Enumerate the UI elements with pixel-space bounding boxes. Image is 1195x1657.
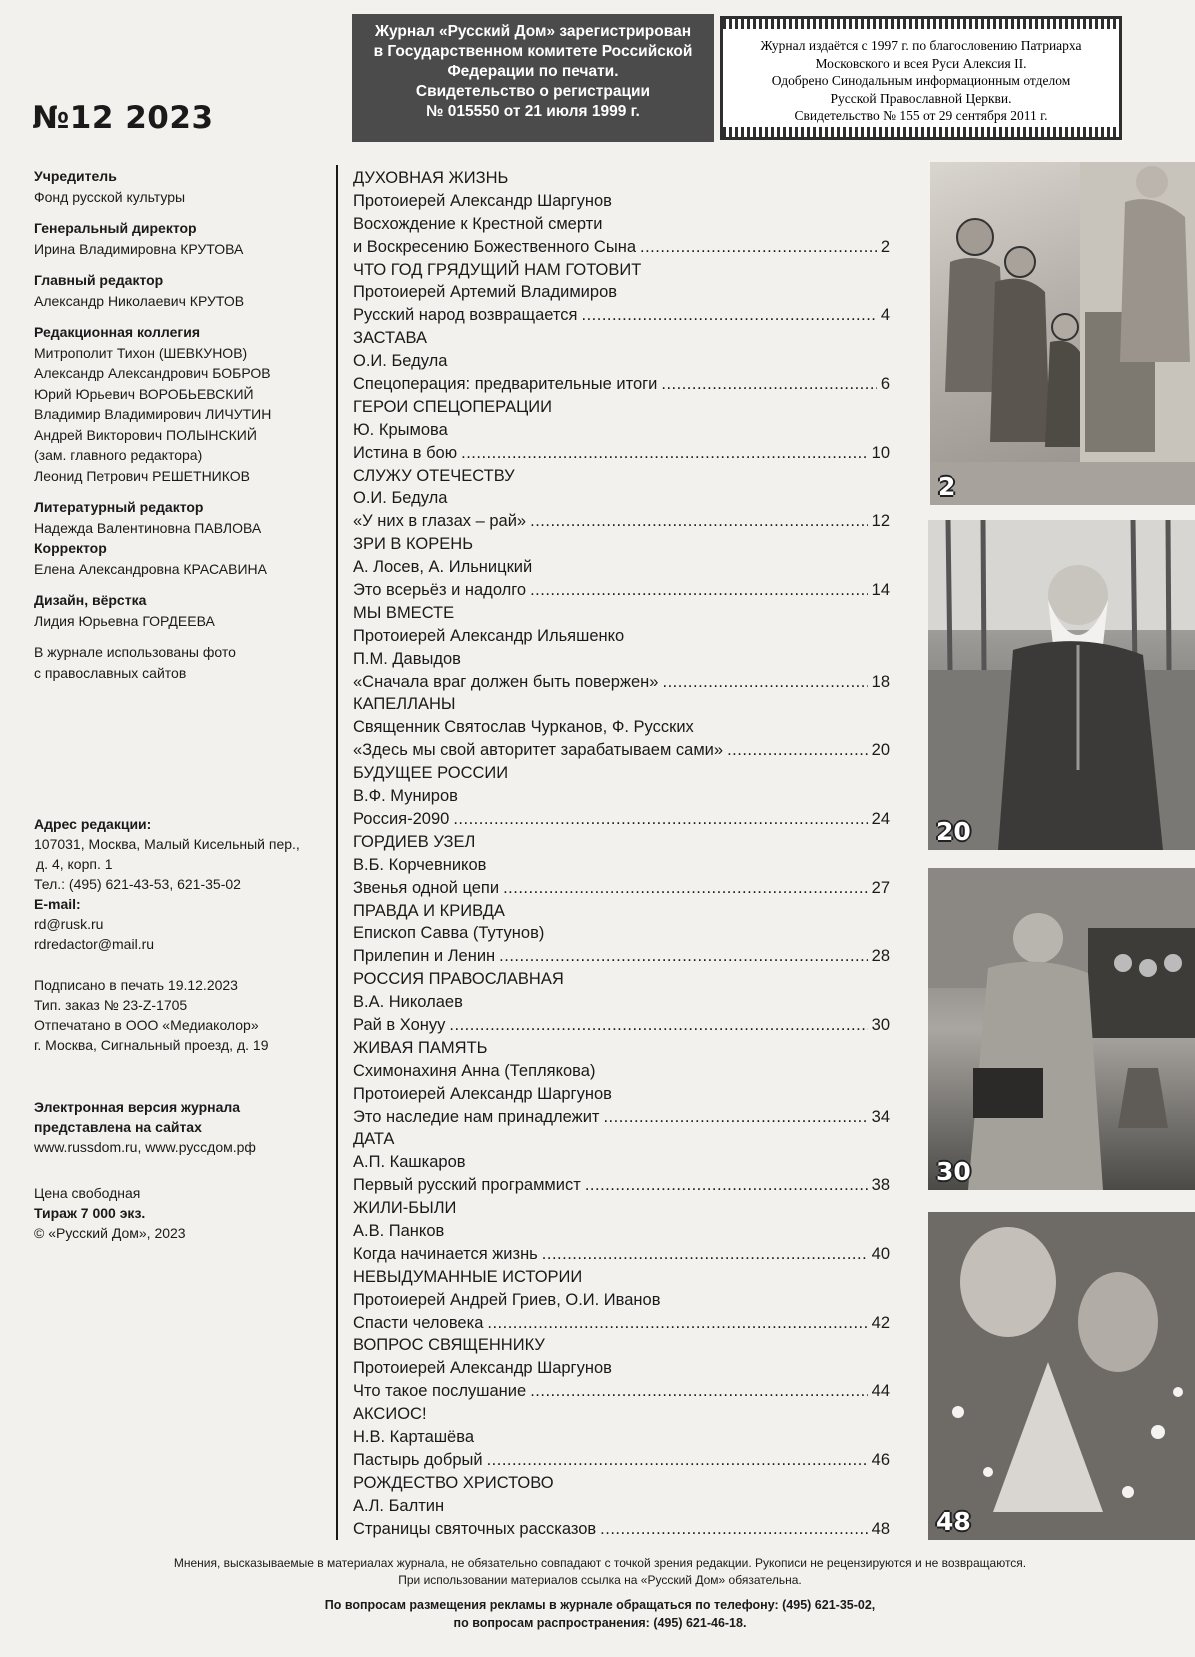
toc-entry[interactable] [353,877,890,900]
masthead-name: Елена Александровна КРАСАВИНА [34,560,267,577]
masthead-name: Александр Николаевич КРУТОВ [34,292,245,309]
toc-page-number: 24 [871,809,890,828]
copyright: © «Русский Дом», 2023 [34,1225,186,1241]
toc-leader-dots [542,1243,868,1266]
toc-leader-dots [603,1106,867,1129]
toc-leader-dots [585,1174,868,1197]
email-label: E-mail: [34,896,81,912]
toc-title: Страницы святочных рассказов [353,1519,597,1538]
toc-page-number: 6 [880,375,890,394]
toc-entry[interactable] [353,1014,890,1037]
masthead-name: Митрополит Тихон (ШЕВКУНОВ) [34,344,248,361]
disclaimer [60,1555,1140,1589]
toc-author: Схимонахиня Анна (Теплякова) [353,1061,596,1080]
toc-leader-dots [503,877,868,900]
photo-page-label: 2 [938,472,956,501]
toc-author: Протоиерей Александр Ильяшенко [353,626,625,645]
registration-line: Свидетельство о регистрации [415,83,651,100]
ornament-band [723,127,1119,137]
ads-line: по вопросам распространения: (495) 621-46-18. [453,1616,747,1630]
toc-author: В.Б. Корчевников [353,855,487,874]
toc-title: Что такое послушание [353,1382,527,1401]
toc-title: Истина в бою [353,443,458,462]
toc-title: Россия-2090 [353,809,450,828]
toc-author: А.В. Панков [353,1221,445,1240]
masthead-name: Ирина Владимировна КРУТОВА [34,240,244,257]
masthead-name: В журнале использованы фото [34,644,236,660]
toc-page-number: 34 [871,1107,890,1126]
toc-section-heading: РОЖДЕСТВО ХРИСТОВО [353,1473,554,1492]
toc-section-heading: БУДУЩЕЕ РОССИИ [353,764,509,783]
blessing-line: Русской Православной Церкви. [830,90,1012,106]
toc-leader-dots [582,304,877,327]
fresco-illustration [930,162,1195,505]
masthead-block [34,322,324,486]
toc-entry[interactable] [353,510,890,533]
photo-icon-fresco [930,162,1195,505]
ebook-label: представлена на сайтах [34,1119,202,1135]
toc-page-number: 40 [871,1244,890,1263]
toc-section-heading: АКСИОС! [353,1405,427,1424]
ads-line: По вопросам размещения рекламы в журнале обращаться по телефону: (495) 621-35-02, [324,1598,876,1612]
toc-page-number: 2 [880,237,890,256]
masthead-role: Главный редактор [34,272,164,288]
photo-priest-portrait [928,520,1195,850]
editorial-address [34,814,334,954]
toc-author: Протоиерей Андрей Гриев, О.И. Иванов [353,1290,661,1309]
masthead-name: Надежда Валентиновна ПАВЛОВА [34,519,262,536]
toc-title: «Здесь мы свой авторитет зарабатываем сами» [353,741,724,760]
toc-title: Это всерьёз и надолго [353,581,527,600]
registration-box [352,14,714,142]
toc-section-heading: ВОПРОС СВЯЩЕННИКУ [353,1336,545,1355]
masthead-block [34,538,324,579]
blessing-line: Журнал издаётся с 1997 г. по благословению Патриарха [760,38,1082,53]
blessing-line: Московского и всея Руси Алексия II. [815,55,1027,71]
masthead-name: Владимир Владимирович ЛИЧУТИН [34,406,272,422]
toc-section-heading: ЧТО ГОД ГРЯДУЩИЙ НАМ ГОТОВИТ [353,260,642,279]
blessing-text [723,37,1119,125]
toc-title: «У них в глазах – рай» [353,512,527,531]
toc-entry[interactable] [353,1449,890,1472]
toc-leader-dots [449,1014,867,1037]
toc-author: П.М. Давыдов [353,649,461,668]
toc-leader-dots [487,1449,868,1472]
masthead-name: Лидия Юрьевна ГОРДЕЕВА [34,612,215,629]
toc-title: Это наследие нам принадлежит [353,1107,600,1126]
service-illustration [928,868,1195,1190]
disclaimer-line: Мнения, высказываемые в материалах журнала, не обязательно совпадают с точкой зрения редакции. Рукописи не рецензируются и не возвращаются. [173,1556,1027,1570]
circulation: Тираж 7 000 экз. [34,1205,146,1221]
toc-author: Епископ Савва (Тутунов) [353,924,545,943]
toc-section-heading: ГЕРОИ СПЕЦОПЕРАЦИИ [353,397,553,416]
toc-leader-dots [661,373,876,396]
print-line: Подписано в печать 19.12.2023 [34,977,238,993]
toc-page-number: 14 [871,581,890,600]
toc-author: А. Лосев, А. Ильницкий [353,558,533,577]
toc-title: «Сначала враг должен быть повержен» [353,672,659,691]
registration-line: Журнал «Русский Дом» зарегистрирован [374,23,692,40]
masthead-role: Дизайн, вёрстка [34,592,147,608]
masthead-role: Учредитель [34,168,117,184]
registration-line: № 015550 от 21 июля 1999 г. [426,103,640,120]
toc-author: Протоиерей Александр Шаргунов [353,191,612,210]
toc-leader-dots [530,579,868,602]
toc-entry[interactable] [353,671,890,694]
toc-author: Н.В. Карташёва [353,1427,474,1446]
toc-title: Русский народ возвращается [353,306,578,325]
toc-entry[interactable] [353,1174,890,1197]
price-text: Цена свободная [34,1185,141,1201]
electronic-version [34,1097,334,1157]
ornament-band [723,19,1119,29]
toc-entry[interactable] [353,236,890,259]
table-of-contents [353,167,890,1540]
toc-title: Пастырь добрый [353,1450,483,1469]
advertising-contacts [120,1596,1080,1632]
masthead-block [34,590,324,631]
toc-leader-dots [530,1380,867,1403]
toc-page-number: 27 [871,878,890,897]
blessing-box [720,16,1122,140]
toc-author: О.И. Бедула [353,489,448,508]
toc-entry[interactable] [353,1106,890,1129]
toc-leader-dots [453,808,867,831]
column-divider [336,165,338,1540]
masthead-role: Корректор [34,540,107,556]
toc-page-number: 42 [871,1313,890,1332]
masthead-role: Редакционная коллегия [34,324,200,340]
masthead-block [34,218,324,259]
toc-section-heading: ЗРИ В КОРЕНЬ [353,535,474,554]
masthead-name: Фонд русской культуры [34,188,186,205]
toc-author: О.И. Бедула [353,352,448,371]
print-line: г. Москва, Сигнальный проезд, д. 19 [34,1037,269,1053]
masthead-role: Литературный редактор [34,499,204,515]
toc-page-number: 30 [871,1015,890,1034]
toc-author: Протоиерей Артемий Владимиров [353,283,618,302]
masthead-block [34,270,324,311]
masthead-role: Генеральный директор [34,220,197,236]
toc-title[interactable]: Восхождение к Крестной смерти [353,214,603,233]
photo-page-label: 30 [936,1157,971,1186]
toc-entry[interactable] [353,579,890,602]
masthead-block [34,166,324,207]
toc-author: А.Л. Балтин [353,1496,445,1515]
masthead-name: Александр Александрович БОБРОВ [34,365,271,381]
toc-entry[interactable] [353,304,890,327]
masthead-block [34,642,324,683]
toc-page-number: 4 [880,306,890,325]
disclaimer-line: При использовании материалов ссылка на «Русский Дом» обязательна. [398,1573,802,1587]
toc-title: Прилепин и Ленин [353,947,496,966]
toc-section-heading: ЗАСТАВА [353,329,427,348]
toc-author: В.А. Николаев [353,993,463,1012]
masthead-name: Андрей Викторович ПОЛЫНСКИЙ [34,426,257,443]
toc-section-heading: ЖИЛИ-БЫЛИ [353,1199,457,1218]
toc-entry[interactable] [353,808,890,831]
registration-line: в Государственном комитете Российской [373,43,693,60]
toc-page-number: 28 [871,947,890,966]
toc-section-heading: ДУХОВНАЯ ЖИЗНЬ [353,169,509,187]
toc-entry[interactable] [353,1243,890,1266]
email-link[interactable]: rd@rusk.ru [34,916,104,932]
toc-section-heading: РОССИЯ ПРАВОСЛАВНАЯ [353,970,564,989]
print-line: Тип. заказ № 23-Z-1705 [34,997,188,1013]
toc-page-number: 18 [871,672,890,691]
christmas-illustration [928,1212,1195,1540]
toc-section-heading: ЖИВАЯ ПАМЯТЬ [353,1038,488,1057]
toc-leader-dots [727,739,868,762]
ebook-sites-link[interactable]: www.russdom.ru, www.руссдом.рф [34,1139,256,1155]
toc-author: В.Ф. Муниров [353,787,458,806]
toc-page-number: 12 [871,512,890,531]
toc-entry[interactable] [353,442,890,465]
toc-section-heading: КАПЕЛЛАНЫ [353,695,456,714]
toc-title: Звенья одной цепи [353,878,500,897]
toc-section-heading: ГОРДИЕВ УЗЕЛ [353,832,476,851]
toc-title: Первый русский программист [353,1176,581,1195]
toc-entry[interactable] [353,739,890,762]
toc-author: Ю. Крымова [353,420,448,439]
toc-section-heading: МЫ ВМЕСТЕ [353,603,455,622]
photo-christmas-icons [928,1212,1195,1540]
toc-page-number: 44 [871,1382,890,1401]
toc-section-heading: ДАТА [353,1130,395,1149]
blessing-line: Одобрено Синодальным информационным отделом [771,73,1071,88]
toc-entry[interactable] [353,373,890,396]
photo-page-label: 48 [936,1507,971,1536]
print-line: Отпечатано в ООО «Медиаколор» [34,1017,259,1033]
toc-page-number: 10 [871,443,890,462]
print-info [34,975,334,1055]
toc-page-number: 20 [871,741,890,760]
masthead-block [34,497,324,538]
toc-page-number: 48 [871,1519,890,1538]
ebook-label: Электронная версия журнала [34,1099,241,1115]
photo-church-service [928,868,1195,1190]
toc-section-heading: НЕВЫДУМАННЫЕ ИСТОРИИ [353,1267,583,1286]
toc-section-heading: СЛУЖУ ОТЕЧЕСТВУ [353,466,515,485]
blessing-line: Свидетельство № 155 от 29 сентября 2011 г. [794,108,1048,123]
masthead-name: с православных сайтов [34,664,187,681]
photo-page-label: 20 [936,817,971,846]
toc-author: Протоиерей Александр Шаргунов [353,1084,612,1103]
address-label: Адрес редакции: [34,816,152,832]
toc-entry[interactable] [353,1380,890,1403]
masthead-name: (зам. главного редактора) [34,447,203,463]
toc-title: Спецоперация: предварительные итоги [353,375,658,394]
toc-author: Протоиерей Александр Шаргунов [353,1359,612,1378]
toc-title: Когда начинается жизнь [353,1244,538,1263]
address-line: 107031, Москва, Малый Кисельный пер., [34,836,300,852]
toc-page-number: 38 [871,1176,890,1195]
toc-title: Спасти человека [353,1313,484,1332]
toc-leader-dots [487,1312,867,1335]
masthead [34,166,324,694]
registration-line: Федерации по печати. [447,63,619,80]
email-link[interactable]: rdredactor@mail.ru [34,936,155,952]
toc-title: и Воскресению Божественного Сына [353,237,636,256]
toc-entry[interactable] [353,1518,890,1541]
toc-page-number: 46 [871,1450,890,1469]
toc-title: Рай в Хонуу [353,1015,446,1034]
toc-section-heading: ПРАВДА И КРИВДА [353,901,505,920]
price-block [34,1183,334,1243]
priest-illustration [928,520,1195,850]
toc-leader-dots [499,945,867,968]
masthead-name: Леонид Петрович РЕШЕТНИКОВ [34,467,250,484]
toc-entry[interactable] [353,1312,890,1335]
issue-number: №12 2023 [32,100,214,136]
masthead-name: Юрий Юрьевич ВОРОБЬЕВСКИЙ [34,385,254,402]
toc-leader-dots [662,671,867,694]
address-line: д. 4, корп. 1 [36,856,113,872]
toc-leader-dots [461,442,868,465]
toc-leader-dots [530,510,868,533]
phone-line: Тел.: (495) 621-43-53, 621-35-02 [34,876,241,892]
toc-author: А.П. Кашкаров [353,1153,466,1172]
toc-leader-dots [640,236,877,259]
toc-entry[interactable] [353,945,890,968]
toc-leader-dots [600,1518,867,1541]
toc-author: Священник Святослав Чурканов, Ф. Русских [353,718,694,737]
